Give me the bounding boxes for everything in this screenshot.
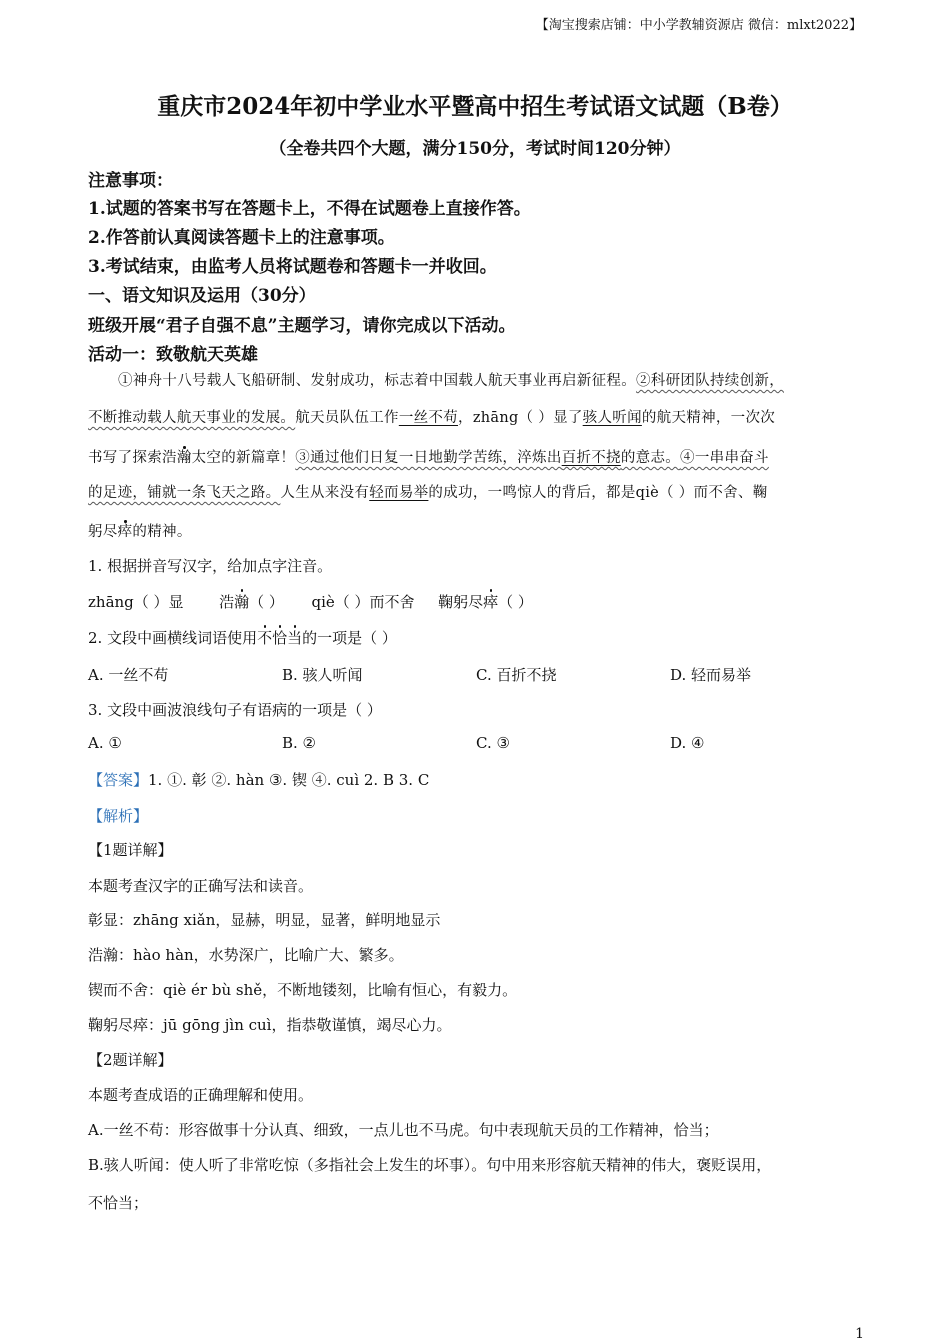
q1-item-ju bbox=[438, 593, 533, 611]
section-heading: 一、语文知识及运用（30分） bbox=[88, 286, 316, 306]
note-item-3: 3.考试结束，由监考人员将试题卷和答题卡一并收回。 bbox=[88, 257, 497, 277]
q2-option-b: B. 骇人听闻 bbox=[282, 666, 363, 684]
q2-option-a: A. 一丝不苟 bbox=[88, 666, 169, 684]
dotted-char-cui: 瘁 bbox=[117, 524, 133, 540]
q2-option-d: D. 轻而易举 bbox=[670, 666, 752, 684]
page-number: 1 bbox=[855, 1326, 864, 1342]
passage-line-2 bbox=[88, 406, 775, 427]
q2-text: 的一项是（ ） bbox=[302, 629, 397, 647]
passage-text: 书写了探索浩 bbox=[88, 450, 177, 466]
passage-text: 航天员队伍工作 bbox=[295, 410, 399, 426]
detail-line: 锲而不舍：qiè ér bù shě，不断地镂刻，比喻有恒心，有毅力。 bbox=[88, 981, 518, 999]
passage-text: ③通过他们日复一日地勤学苦练，淬炼出 bbox=[295, 450, 562, 466]
passage-text: 躬尽 bbox=[88, 524, 118, 540]
question-3-stem: 3. 文段中画波浪线句子有语病的一项是（ ） bbox=[88, 701, 382, 719]
q1-item-hao bbox=[219, 593, 284, 611]
dotted-char: 不 bbox=[257, 629, 273, 647]
detail-line: 浩瀚：hào hàn，水势深广，比喻广大、繁多。 bbox=[88, 946, 404, 964]
passage-text: 的航天精神，一次次 bbox=[641, 410, 776, 426]
wavy-sentence-2: ②科研团队持续创新， bbox=[636, 373, 784, 389]
passage-text: 人生从来没有 bbox=[280, 485, 370, 501]
q1-text: 浩 bbox=[219, 593, 235, 611]
q3-option-c: C. ③ bbox=[476, 734, 510, 752]
underlined-idiom-b: 骇人听闻 bbox=[582, 410, 642, 426]
dotted-char-cui: 瘁 bbox=[483, 593, 499, 611]
detail-line: 本题考查成语的正确理解和使用。 bbox=[88, 1086, 314, 1104]
detail-line: A.一丝不苟：形容做事十分认真、细致，一点儿也不马虎。句中表现航天员的工作精神，恰当； bbox=[88, 1121, 719, 1139]
header-note: 【淘宝搜索店铺：中小学教辅资源店 微信：mlxt2022】 bbox=[535, 18, 862, 33]
passage-line-4 bbox=[88, 481, 768, 502]
detail-heading-1: 【1题详解】 bbox=[88, 841, 173, 859]
passage-text: 的意志。 bbox=[620, 450, 681, 466]
passage-text: 的成功，一鸣惊人的背后，都是qiè（ ）而不舍、鞠 bbox=[428, 485, 768, 501]
passage-text: 太空的新篇章！ bbox=[191, 450, 296, 466]
wavy-sentence-2-cont: 不断推动载人航天事业的发展。 bbox=[88, 410, 296, 426]
detail-heading-2: 【2题详解】 bbox=[88, 1051, 173, 1069]
q2-text: 2. 文段中画横线词语使用 bbox=[88, 629, 258, 647]
q2-option-c: C. 百折不挠 bbox=[476, 666, 557, 684]
note-item-2: 2.作答前认真阅读答题卡上的注意事项。 bbox=[88, 228, 395, 248]
underlined-idiom-c: 百折不挠 bbox=[561, 450, 621, 466]
dotted-char-han: 瀚 bbox=[176, 450, 192, 466]
question-1-items bbox=[88, 591, 533, 612]
dotted-char: 当 bbox=[287, 629, 303, 647]
passage-line-5 bbox=[88, 520, 192, 541]
underlined-idiom-a: 一丝不苟 bbox=[398, 410, 459, 426]
q1-item-qie: qiè（ ）而不舍 bbox=[311, 593, 415, 611]
q3-option-b: B. ② bbox=[282, 734, 317, 752]
q1-item-zhang: zhāng（ ）显 bbox=[88, 593, 184, 611]
answer-text: 1. ①. 彰 ②. hàn ③. 锲 ④. cuì 2. B 3. C bbox=[148, 771, 430, 789]
detail-line: 鞠躬尽瘁：jū gōng jìn cuì，指恭敬谨慎，竭尽心力。 bbox=[88, 1016, 452, 1034]
passage-text: ④一串串奋斗 bbox=[680, 450, 769, 466]
notes-heading: 注意事项： bbox=[88, 171, 173, 191]
question-2-stem bbox=[88, 627, 397, 648]
passage-text: ①神舟十八号载人飞船研制、发射成功，标志着中国载人航天事业再启新征程。 bbox=[118, 373, 636, 389]
passage-line-1 bbox=[118, 369, 784, 390]
wavy-sentence-4-cont: 的足迹，铺就一条飞天之路。 bbox=[88, 485, 281, 501]
passage-line-3 bbox=[88, 446, 769, 467]
detail-line: 彰显：zhāng xiǎn，显赫，明显，显著，鲜明地显示 bbox=[88, 911, 441, 929]
question-1-stem: 1. 根据拼音写汉字，给加点字注音。 bbox=[88, 557, 333, 575]
dotted-char-han: 瀚 bbox=[234, 593, 250, 611]
answer-line bbox=[88, 769, 429, 790]
q3-option-a: A. ① bbox=[88, 734, 122, 752]
activity-heading: 活动一：致敬航天英雄 bbox=[88, 345, 258, 365]
detail-line: 不恰当； bbox=[88, 1194, 149, 1212]
note-item-1: 1.试题的答案书写在答题卡上，不得在试题卷上直接作答。 bbox=[88, 199, 531, 219]
wavy-sentence-3 bbox=[295, 450, 769, 466]
page-title: 重庆市2024年初中学业水平暨高中招生考试语文试题（B卷） bbox=[157, 93, 793, 120]
emphasized-not-appropriate bbox=[257, 629, 302, 647]
q1-blank: （ ） bbox=[249, 593, 284, 611]
answer-label: 【答案】 bbox=[88, 771, 149, 789]
detail-line: B.骇人听闻：使人听了非常吃惊（多指社会上发生的坏事）。句中用来形容航天精神的伟大，褒贬误用， bbox=[88, 1156, 772, 1174]
q1-blank: （ ） bbox=[498, 593, 533, 611]
passage-text: 的精神。 bbox=[132, 524, 192, 540]
q1-text: 鞠躬尽 bbox=[438, 593, 484, 611]
detail-line: 本题考查汉字的正确写法和读音。 bbox=[88, 877, 314, 895]
task-intro: 班级开展“君子自强不息”主题学习，请你完成以下活动。 bbox=[88, 316, 516, 336]
analysis-label: 【解析】 bbox=[88, 807, 149, 825]
q3-option-d: D. ④ bbox=[670, 734, 705, 752]
dotted-char: 恰 bbox=[272, 629, 288, 647]
underlined-idiom-d: 轻而易举 bbox=[369, 485, 429, 501]
exam-subtitle: （全卷共四个大题，满分150分，考试时间120分钟） bbox=[269, 139, 681, 159]
passage-text: ，zhāng（ ）显了 bbox=[458, 410, 583, 426]
